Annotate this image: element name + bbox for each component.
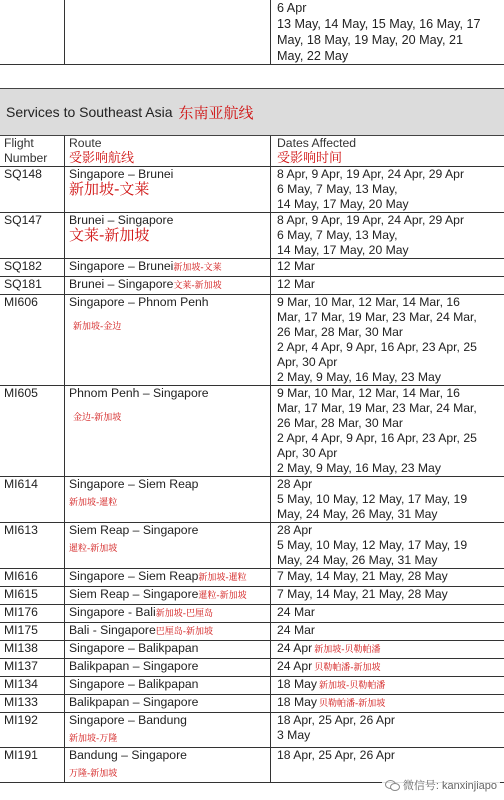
table-row: [0, 523, 504, 569]
flight-number-cell: [0, 605, 65, 623]
prev-flight-cell: [0, 0, 65, 64]
date-line: 7 May, 14 May, 21 May, 28 May: [277, 569, 448, 583]
date-line: 2 Apr, 4 Apr, 9 Apr, 16 Apr, 23 Apr, 25: [277, 340, 477, 354]
previous-table-fragment: [0, 0, 504, 64]
dates-cell: [271, 295, 504, 386]
flight-number-cell: [0, 386, 65, 477]
dates-cell: [271, 659, 504, 677]
route-cell: [65, 523, 271, 569]
flight-number-cell: [0, 695, 65, 713]
dates-text-cn: 新加坡-贝勒帕潘: [318, 681, 386, 691]
prev-date-line: May, 18 May, 19 May, 20 May, 21: [277, 33, 463, 47]
table-header-row: [0, 136, 504, 167]
flight-number-cell: [0, 713, 65, 748]
flight-number-cell: [0, 659, 65, 677]
prev-dates-cell: [271, 0, 504, 64]
flights-table: [0, 136, 504, 783]
route-cell: [65, 677, 271, 695]
route-text: Singapore – Brunei: [69, 167, 174, 181]
date-line: 18 Apr, 25 Apr, 26 Apr: [277, 748, 395, 762]
route-cell: [65, 167, 271, 213]
route-cell: [65, 748, 271, 783]
header-flight-line1: Flight: [4, 136, 34, 150]
date-line: 24 Mar: [277, 605, 315, 619]
date-line: 8 Apr, 9 Apr, 19 Apr, 24 Apr, 29 Apr: [277, 167, 465, 181]
flight-number: MI134: [4, 677, 38, 691]
flight-number: SQ147: [4, 213, 42, 227]
dates-cell: [271, 477, 504, 523]
date-line: 18 May: [277, 695, 317, 709]
flight-number: SQ148: [4, 167, 42, 181]
header-route: [65, 136, 271, 167]
date-line: May, 24 May, 26 May, 31 May: [277, 507, 438, 521]
date-line: 24 Apr: [277, 641, 313, 655]
route-text: Bali - Singapore: [69, 623, 156, 637]
route-text: Brunei – Singapore: [69, 277, 174, 291]
date-line: 6 May, 7 May, 13 May,: [277, 228, 398, 242]
table-row: [0, 677, 504, 695]
date-line: 2 May, 9 May, 16 May, 23 May: [277, 370, 441, 384]
header-dates-cn: 受影响时间: [277, 151, 343, 166]
wechat-watermark: [382, 776, 500, 794]
route-text-cn: 文莱-新加坡: [69, 226, 150, 244]
route-cell: [65, 659, 271, 677]
route-text-cn: 新加坡-文莱: [173, 263, 222, 273]
flight-number-cell: [0, 677, 65, 695]
route-text: Singapore – Siem Reap: [69, 477, 199, 491]
header-flight: [0, 136, 65, 167]
date-line: 9 Mar, 10 Mar, 12 Mar, 14 Mar, 16: [277, 386, 460, 400]
header-dates: [271, 136, 504, 167]
route-text: Singapore – Phnom Penh: [69, 295, 209, 309]
date-line: 12 Mar: [277, 277, 315, 291]
route-cell: [65, 295, 271, 386]
route-text: Singapore – Balikpapan: [69, 677, 199, 691]
route-text-cn: 新加坡-暹粒: [69, 498, 118, 508]
table-row: [0, 713, 504, 748]
dates-cell: [271, 587, 504, 605]
section-title-cn: 东南亚航线: [178, 103, 254, 122]
date-line: 8 Apr, 9 Apr, 19 Apr, 24 Apr, 29 Apr: [277, 213, 465, 227]
header-route-cn: 受影响航线: [69, 151, 135, 166]
date-line: 26 Mar, 28 Mar, 30 Mar: [277, 325, 403, 339]
date-line: 24 Mar: [277, 623, 315, 637]
flight-number: SQ181: [4, 277, 42, 291]
date-line: Apr, 30 Apr: [277, 446, 338, 460]
dates-cell: [271, 641, 504, 659]
date-line: 7 May, 14 May, 21 May, 28 May: [277, 587, 448, 601]
date-line: May, 24 May, 26 May, 31 May: [277, 553, 438, 567]
dates-cell: [271, 623, 504, 641]
date-line: 28 Apr: [277, 523, 313, 537]
flight-number-cell: [0, 587, 65, 605]
route-cell: [65, 259, 271, 277]
route-cell: [65, 477, 271, 523]
route-text: Singapore – Brunei: [69, 259, 174, 273]
route-text-cn: 暹粒-新加坡: [69, 544, 118, 554]
flight-number-cell: [0, 623, 65, 641]
dates-cell: [271, 713, 504, 748]
prev-date-line: May, 22 May: [277, 49, 349, 63]
date-line: 5 May, 10 May, 12 May, 17 May, 19: [277, 538, 468, 552]
flight-number: MI614: [4, 477, 38, 491]
table-row: [0, 295, 504, 386]
flight-number: MI615: [4, 587, 38, 601]
route-text-cn: 新加坡-暹粒: [198, 573, 247, 583]
route-text: Balikpapan – Singapore: [69, 659, 199, 673]
flight-number-cell: [0, 277, 65, 295]
date-line: 28 Apr: [277, 477, 313, 491]
southeast-asia-section: [0, 88, 504, 783]
flight-number: SQ182: [4, 259, 42, 273]
flight-number: MI606: [4, 295, 38, 309]
date-line: 26 Mar, 28 Mar, 30 Mar: [277, 416, 403, 430]
date-line: Apr, 30 Apr: [277, 355, 338, 369]
date-line: 6 May, 7 May, 13 May,: [277, 182, 398, 196]
table-row: [0, 641, 504, 659]
wechat-icon: [385, 779, 399, 791]
date-line: 24 Apr: [277, 659, 313, 673]
table-row: [0, 587, 504, 605]
flight-number-cell: [0, 569, 65, 587]
route-cell: [65, 641, 271, 659]
route-text: Phnom Penh – Singapore: [69, 386, 209, 400]
route-text: Siem Reap – Singapore: [69, 523, 199, 537]
table-row: [0, 659, 504, 677]
route-text-cn: 新加坡-万隆: [69, 734, 118, 744]
route-cell: [65, 386, 271, 477]
date-line: 12 Mar: [277, 259, 315, 273]
date-line: 14 May, 17 May, 20 May: [277, 197, 409, 211]
date-line: Mar, 17 Mar, 19 Mar, 23 Mar, 24 Mar,: [277, 401, 477, 415]
dates-cell: [271, 677, 504, 695]
dates-text-cn: 贝勒帕潘-新加坡: [314, 663, 381, 673]
route-cell: [65, 605, 271, 623]
flight-number: MI138: [4, 641, 38, 655]
watermark-text: 微信号: kanxinjiapo: [402, 780, 497, 792]
table-row: [0, 623, 504, 641]
dates-cell: [271, 259, 504, 277]
table-row: [0, 213, 504, 259]
route-text: Singapore – Bandung: [69, 713, 187, 727]
flight-number: MI616: [4, 569, 38, 583]
flight-number: MI605: [4, 386, 38, 400]
table-row: [0, 277, 504, 295]
flight-number: MI613: [4, 523, 38, 537]
dates-cell: [271, 569, 504, 587]
date-line: 14 May, 17 May, 20 May: [277, 243, 409, 257]
date-line: 2 May, 9 May, 16 May, 23 May: [277, 461, 441, 475]
route-text-cn: 金边-新加坡: [73, 413, 122, 423]
date-line: 18 May: [277, 677, 317, 691]
dates-cell: [271, 277, 504, 295]
flight-number-cell: [0, 748, 65, 783]
flight-number: MI133: [4, 695, 38, 709]
route-cell: [65, 587, 271, 605]
flight-number-cell: [0, 477, 65, 523]
prev-date-line: 6 Apr: [277, 1, 307, 15]
flight-number-cell: [0, 295, 65, 386]
dates-text-cn: 贝勒帕潘-新加坡: [318, 699, 386, 709]
dates-cell: [271, 386, 504, 477]
route-text: Singapore – Balikpapan: [69, 641, 199, 655]
route-text-cn: 暹粒-新加坡: [198, 591, 247, 601]
table-row: [0, 477, 504, 523]
route-text: Singapore – Siem Reap: [69, 569, 199, 583]
table-row: [0, 605, 504, 623]
route-cell: [65, 713, 271, 748]
route-text: Brunei – Singapore: [69, 213, 174, 227]
table-row: [0, 569, 504, 587]
prev-route-cell: [65, 0, 271, 64]
table-row: [0, 259, 504, 277]
table-row: [0, 386, 504, 477]
dates-cell: [271, 167, 504, 213]
route-text-cn: 文莱-新加坡: [173, 281, 222, 291]
dates-cell: [271, 523, 504, 569]
date-line: 5 May, 10 May, 12 May, 17 May, 19: [277, 492, 468, 506]
date-line: 2 Apr, 4 Apr, 9 Apr, 16 Apr, 23 Apr, 25: [277, 431, 477, 445]
prev-table-bottom-border: [0, 64, 504, 65]
route-cell: [65, 213, 271, 259]
date-line: 18 Apr, 25 Apr, 26 Apr: [277, 713, 395, 727]
route-text-cn: 新加坡-文莱: [69, 180, 150, 198]
flight-number-cell: [0, 641, 65, 659]
flight-number: MI176: [4, 605, 38, 619]
route-text: Singapore - Bali: [69, 605, 156, 619]
dates-cell: [271, 213, 504, 259]
dates-cell: [271, 695, 504, 713]
route-cell: [65, 623, 271, 641]
route-text: Bandung – Singapore: [69, 748, 187, 762]
header-flight-line2: Number: [4, 151, 48, 165]
route-text: Siem Reap – Singapore: [69, 587, 199, 601]
route-text-cn: 新加坡-金边: [73, 322, 122, 332]
table-row: [0, 695, 504, 713]
date-line: 3 May: [277, 728, 311, 742]
header-dates-label: Dates Affected: [277, 136, 357, 150]
route-text: Balikpapan – Singapore: [69, 695, 199, 709]
flight-number: MI192: [4, 713, 38, 727]
prev-date-line: 13 May, 14 May, 15 May, 16 May, 17: [277, 17, 481, 31]
date-line: Mar, 17 Mar, 19 Mar, 23 Mar, 24 Mar,: [277, 310, 477, 324]
flight-number-cell: [0, 167, 65, 213]
flight-number: MI191: [4, 748, 38, 762]
dates-text-cn: 新加坡-贝勒帕潘: [314, 645, 381, 655]
flight-number: MI175: [4, 623, 38, 637]
date-line: 9 Mar, 10 Mar, 12 Mar, 14 Mar, 16: [277, 295, 460, 309]
route-cell: [65, 277, 271, 295]
table-row: [0, 167, 504, 213]
flight-number: MI137: [4, 659, 38, 673]
route-text-cn: 万隆-新加坡: [69, 769, 118, 779]
section-header: [0, 88, 504, 136]
route-cell: [65, 695, 271, 713]
header-route-label: Route: [69, 136, 102, 150]
dates-cell: [271, 605, 504, 623]
flight-number-cell: [0, 259, 65, 277]
route-text-cn: 巴厘岛-新加坡: [155, 627, 213, 637]
flight-number-cell: [0, 213, 65, 259]
route-text-cn: 新加坡-巴厘岛: [155, 609, 213, 619]
route-cell: [65, 569, 271, 587]
section-title: Services to Southeast Asia: [6, 104, 173, 120]
flight-number-cell: [0, 523, 65, 569]
